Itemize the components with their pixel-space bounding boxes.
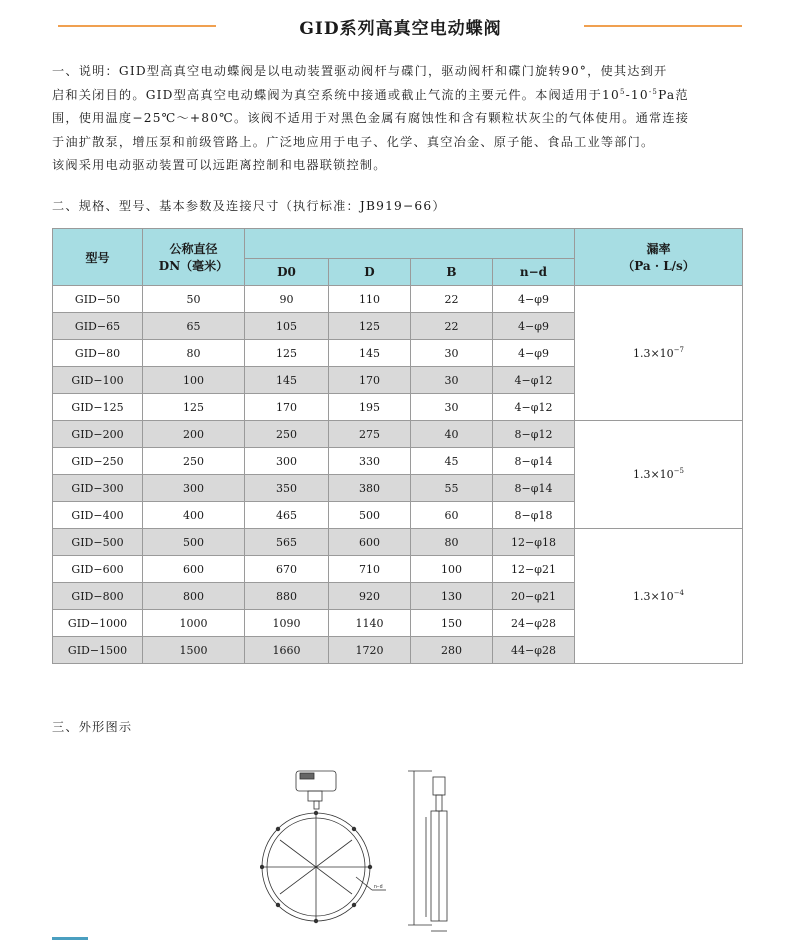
leak-base: 1.3×10 xyxy=(632,346,674,360)
cell-b: 30 xyxy=(411,394,493,421)
cell-b: 45 xyxy=(411,448,493,475)
cell-nd: 4−φ12 xyxy=(493,367,575,394)
cell-d0: 250 xyxy=(245,421,329,448)
cell-model: GID−400 xyxy=(53,502,143,529)
cell-model: GID−65 xyxy=(53,313,143,340)
cell-leak-rate xyxy=(575,286,743,421)
cell-d: 920 xyxy=(329,583,411,610)
table-row xyxy=(53,286,743,313)
cell-dn: 125 xyxy=(143,394,245,421)
header-dn-line2: DN（毫米） xyxy=(158,259,229,273)
cell-d0: 565 xyxy=(245,529,329,556)
cell-d: 330 xyxy=(329,448,411,475)
cell-d0: 145 xyxy=(245,367,329,394)
bolt-hole xyxy=(314,811,318,815)
cell-model: GID−500 xyxy=(53,529,143,556)
cell-dn: 1000 xyxy=(143,610,245,637)
cell-model: GID−1000 xyxy=(53,610,143,637)
cell-b: 22 xyxy=(411,286,493,313)
cell-b: 80 xyxy=(411,529,493,556)
cell-d: 380 xyxy=(329,475,411,502)
cell-nd: 12−φ18 xyxy=(493,529,575,556)
cell-nd: 24−φ28 xyxy=(493,610,575,637)
intro-text: 启和关闭目的。GID型高真空电动蝶阀为真空系统中接通或截止气流的主要元件。本阀适用于10 xyxy=(52,87,620,102)
leak-exponent: −5 xyxy=(673,467,685,475)
cell-b: 40 xyxy=(411,421,493,448)
cell-d0: 125 xyxy=(245,340,329,367)
header-leak-line2: （Pa · L/s） xyxy=(622,259,695,273)
cell-model: GID−250 xyxy=(53,448,143,475)
cell-model: GID−800 xyxy=(53,583,143,610)
header-d: D xyxy=(329,259,411,286)
cell-nd: 4−φ9 xyxy=(493,313,575,340)
cell-nd: 4−φ9 xyxy=(493,286,575,313)
cell-d0: 300 xyxy=(245,448,329,475)
cell-b: 130 xyxy=(411,583,493,610)
cell-nd: 8−φ18 xyxy=(493,502,575,529)
cell-dn: 800 xyxy=(143,583,245,610)
bolt-hole xyxy=(368,865,372,869)
cell-model: GID−80 xyxy=(53,340,143,367)
cell-d0: 90 xyxy=(245,286,329,313)
bolt-hole xyxy=(352,903,356,907)
cell-b: 22 xyxy=(411,313,493,340)
cell-model: GID−125 xyxy=(53,394,143,421)
range-exponent: -5 xyxy=(648,87,659,96)
spec-table-body xyxy=(53,286,743,664)
range-mid: -10 xyxy=(625,87,649,102)
cell-nd: 8−φ14 xyxy=(493,448,575,475)
title-rule-right xyxy=(584,25,742,27)
cell-model: GID−600 xyxy=(53,556,143,583)
cell-model: GID−50 xyxy=(53,286,143,313)
bolt-hole xyxy=(352,827,356,831)
page-title: GID系列高真空电动蝶阀 xyxy=(299,19,502,39)
intro-line xyxy=(52,84,752,108)
cell-nd: 20−φ21 xyxy=(493,583,575,610)
cell-d: 1140 xyxy=(329,610,411,637)
cell-dn: 50 xyxy=(143,286,245,313)
valve-neck xyxy=(314,801,319,809)
cell-leak-rate xyxy=(575,421,743,529)
intro-line: 于油扩散泵，增压泵和前级管路上。广泛地应用于电子、化学、真空冶金、原子能、食品工业等部门。 xyxy=(52,134,655,149)
valve-outline-drawing xyxy=(260,765,560,941)
bolt-hole xyxy=(314,919,318,923)
header-b: B xyxy=(411,259,493,286)
cell-model: GID−300 xyxy=(53,475,143,502)
cell-nd: 4−φ9 xyxy=(493,340,575,367)
side-actuator xyxy=(433,777,445,795)
table-row xyxy=(53,421,743,448)
header-model: 型号 xyxy=(53,229,143,286)
header-d0: D0 xyxy=(245,259,329,286)
cell-d: 710 xyxy=(329,556,411,583)
intro-section xyxy=(52,60,752,178)
cell-dn: 250 xyxy=(143,448,245,475)
cell-b: 30 xyxy=(411,367,493,394)
cell-nd: 12−φ21 xyxy=(493,556,575,583)
cell-d: 170 xyxy=(329,367,411,394)
cell-dn: 300 xyxy=(143,475,245,502)
cell-b: 280 xyxy=(411,637,493,664)
cell-dn: 500 xyxy=(143,529,245,556)
side-stem xyxy=(436,795,442,811)
cell-d0: 350 xyxy=(245,475,329,502)
range-exponent: 5 xyxy=(619,87,626,96)
cell-nd: 44−φ28 xyxy=(493,637,575,664)
cell-b: 60 xyxy=(411,502,493,529)
cell-nd: 4−φ12 xyxy=(493,394,575,421)
cell-model: GID−200 xyxy=(53,421,143,448)
cell-d0: 880 xyxy=(245,583,329,610)
leak-base: 1.3×10 xyxy=(632,468,674,481)
spec-heading: 二、规格、型号、基本参数及连接尺寸（执行标准：JB919−66） xyxy=(52,199,446,213)
cell-nd: 8−φ12 xyxy=(493,421,575,448)
cell-dn: 80 xyxy=(143,340,245,367)
intro-line: 一、说明：GID型高真空电动蝶阀是以电动装置驱动阀杆与碟门，驱动阀杆和碟门旋转90°，使其达到开 xyxy=(52,64,668,78)
cell-dn: 600 xyxy=(143,556,245,583)
cell-dn: 100 xyxy=(143,367,245,394)
corner-mark xyxy=(52,937,88,940)
cell-d: 1720 xyxy=(329,637,411,664)
cell-model: GID−100 xyxy=(53,367,143,394)
cell-d0: 1660 xyxy=(245,637,329,664)
bolt-hole xyxy=(276,827,280,831)
header-nd: n−d xyxy=(493,259,575,286)
cell-dn: 65 xyxy=(143,313,245,340)
leak-base: 1.3×10 xyxy=(632,589,674,603)
header-dn xyxy=(143,229,245,286)
cell-dn: 400 xyxy=(143,502,245,529)
cell-leak-rate xyxy=(575,529,743,664)
cell-dn: 1500 xyxy=(143,637,245,664)
cell-d: 195 xyxy=(329,394,411,421)
cell-d0: 1090 xyxy=(245,610,329,637)
cell-d0: 105 xyxy=(245,313,329,340)
cell-b: 150 xyxy=(411,610,493,637)
intro-line: 该阀采用电动驱动装置可以远距离控制和电器联锁控制。 xyxy=(52,158,387,172)
title-row xyxy=(0,14,801,38)
cell-b: 100 xyxy=(411,556,493,583)
leader-line xyxy=(356,877,372,890)
bolt-hole xyxy=(276,903,280,907)
cell-d0: 465 xyxy=(245,502,329,529)
header-leak-rate xyxy=(575,229,743,286)
cell-d0: 670 xyxy=(245,556,329,583)
cell-b: 55 xyxy=(411,475,493,502)
range-tail: Pa范 xyxy=(658,87,689,102)
cell-b: 30 xyxy=(411,340,493,367)
spec-table xyxy=(52,228,743,664)
nd-label: n−d xyxy=(374,884,383,890)
cell-d: 110 xyxy=(329,286,411,313)
cell-d: 145 xyxy=(329,340,411,367)
actuator-stem xyxy=(308,791,322,801)
outline-heading: 三、外形图示 xyxy=(52,720,133,734)
cell-d: 125 xyxy=(329,313,411,340)
bolt-hole xyxy=(260,865,264,869)
cell-d: 275 xyxy=(329,421,411,448)
cell-d: 500 xyxy=(329,502,411,529)
cell-dn: 200 xyxy=(143,421,245,448)
intro-line: 围，使用温度−25℃～+80℃。该阀不适用于对黑色金属有腐蚀性和含有颗粒状灰尘的气体使用。通常连接 xyxy=(52,111,690,125)
header-dn-line1: 公称直径 xyxy=(169,242,218,256)
leak-exponent: −4 xyxy=(673,588,685,597)
table-row xyxy=(53,529,743,556)
cell-nd: 8−φ14 xyxy=(493,475,575,502)
cell-d0: 170 xyxy=(245,394,329,421)
leak-exponent: −7 xyxy=(673,345,685,354)
cell-d: 600 xyxy=(329,529,411,556)
header-dimensions-group xyxy=(245,229,575,259)
header-leak-line1: 漏率 xyxy=(646,242,671,256)
actuator-cover xyxy=(300,773,314,779)
cell-model: GID−1500 xyxy=(53,637,143,664)
